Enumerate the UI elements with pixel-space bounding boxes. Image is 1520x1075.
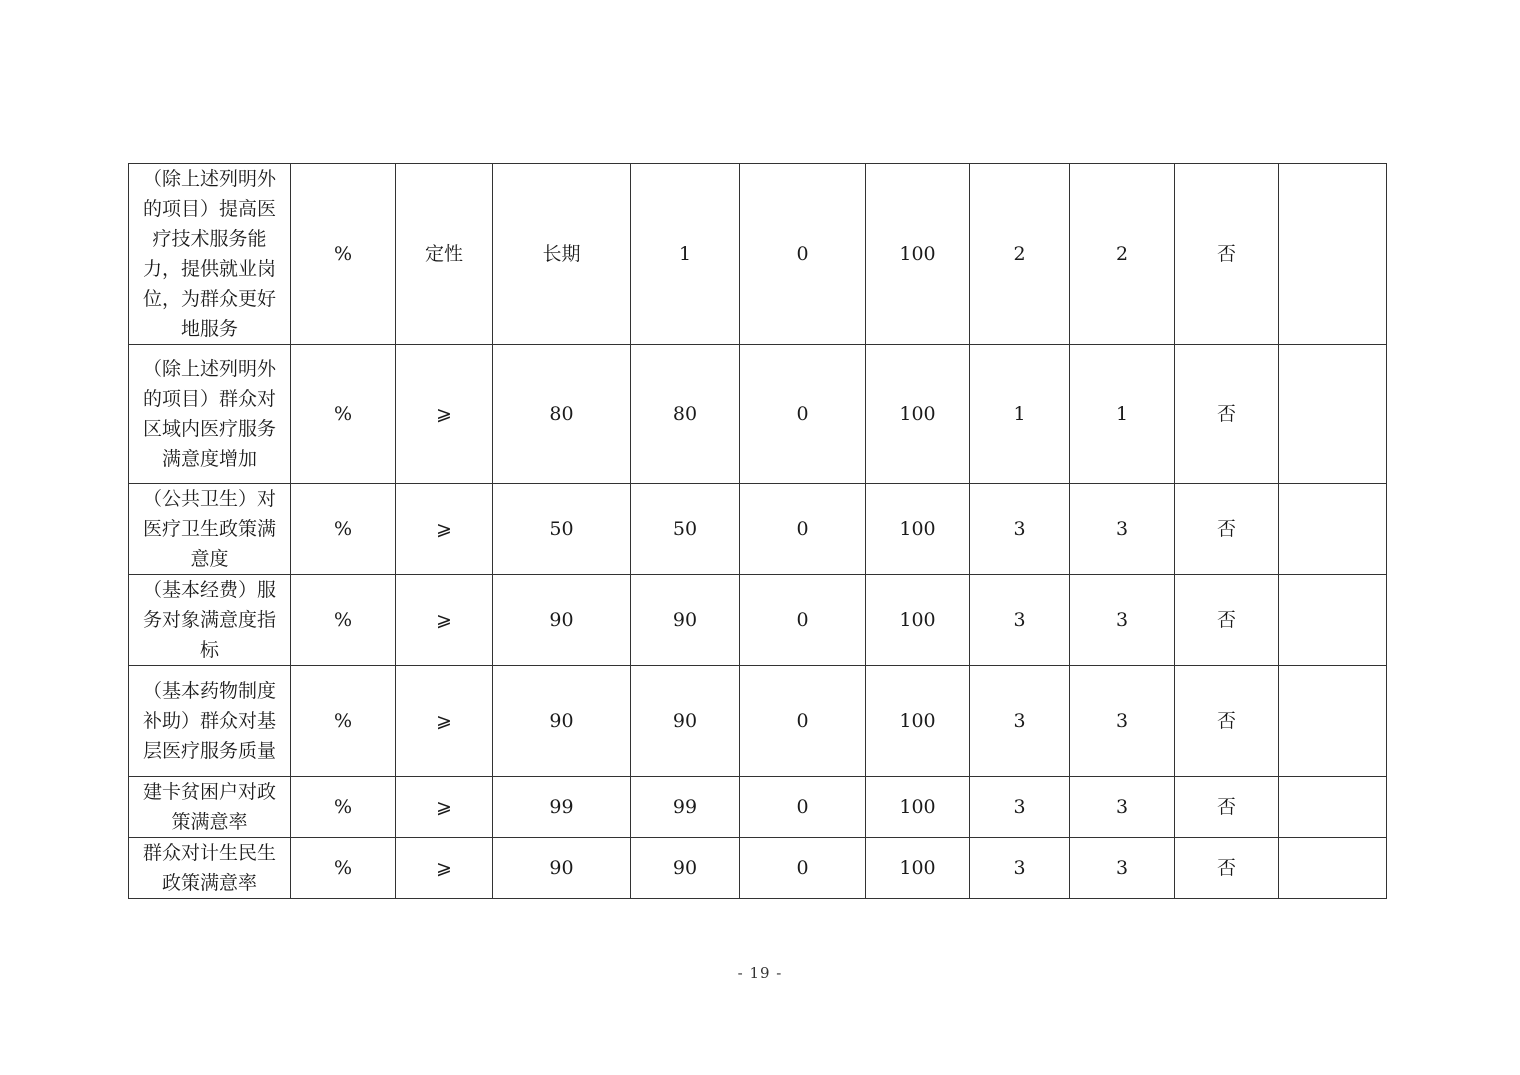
score-cell: 3 xyxy=(1070,777,1175,838)
weight-cell: 3 xyxy=(970,777,1070,838)
core-indicator-cell: 否 xyxy=(1175,777,1279,838)
actual-value-cell: 99 xyxy=(631,777,740,838)
note-cell xyxy=(1279,484,1387,575)
weight-cell: 2 xyxy=(970,164,1070,345)
min-value-cell: 0 xyxy=(740,666,866,777)
min-value-cell: 0 xyxy=(740,484,866,575)
indicator-name-cell: （公共卫生）对医疗卫生政策满意度 xyxy=(129,484,291,575)
indicator-type-cell: ⩾ xyxy=(396,838,493,899)
indicator-name-cell: 群众对计生民生政策满意率 xyxy=(129,838,291,899)
core-indicator-cell: 否 xyxy=(1175,345,1279,484)
target-value-cell: 长期 xyxy=(493,164,631,345)
unit-cell: % xyxy=(291,575,396,666)
score-cell: 3 xyxy=(1070,575,1175,666)
unit-cell: % xyxy=(291,777,396,838)
target-value-cell: 90 xyxy=(493,838,631,899)
unit-cell: % xyxy=(291,484,396,575)
score-cell: 1 xyxy=(1070,345,1175,484)
table-row xyxy=(129,838,1387,899)
core-indicator-cell: 否 xyxy=(1175,164,1279,345)
note-cell xyxy=(1279,164,1387,345)
table-row xyxy=(129,164,1387,345)
note-cell xyxy=(1279,575,1387,666)
target-value-cell: 90 xyxy=(493,575,631,666)
core-indicator-cell: 否 xyxy=(1175,484,1279,575)
max-value-cell: 100 xyxy=(866,666,970,777)
performance-indicator-table xyxy=(128,163,1387,899)
target-value-cell: 80 xyxy=(493,345,631,484)
unit-cell: % xyxy=(291,666,396,777)
weight-cell: 1 xyxy=(970,345,1070,484)
unit-cell: % xyxy=(291,164,396,345)
target-value-cell: 50 xyxy=(493,484,631,575)
actual-value-cell: 90 xyxy=(631,666,740,777)
min-value-cell: 0 xyxy=(740,777,866,838)
table-row xyxy=(129,484,1387,575)
note-cell xyxy=(1279,777,1387,838)
indicator-name-cell: （除上述列明外的项目）提高医疗技术服务能力，提供就业岗位，为群众更好地服务 xyxy=(129,164,291,345)
weight-cell: 3 xyxy=(970,838,1070,899)
table-row xyxy=(129,345,1387,484)
weight-cell: 3 xyxy=(970,666,1070,777)
score-cell: 2 xyxy=(1070,164,1175,345)
actual-value-cell: 90 xyxy=(631,838,740,899)
unit-cell: % xyxy=(291,345,396,484)
indicator-type-cell: ⩾ xyxy=(396,484,493,575)
actual-value-cell: 50 xyxy=(631,484,740,575)
min-value-cell: 0 xyxy=(740,345,866,484)
core-indicator-cell: 否 xyxy=(1175,838,1279,899)
table-row xyxy=(129,777,1387,838)
indicator-type-cell: 定性 xyxy=(396,164,493,345)
max-value-cell: 100 xyxy=(866,484,970,575)
indicator-name-cell: （基本药物制度补助）群众对基层医疗服务质量 xyxy=(129,666,291,777)
indicator-type-cell: ⩾ xyxy=(396,777,493,838)
note-cell xyxy=(1279,666,1387,777)
max-value-cell: 100 xyxy=(866,164,970,345)
actual-value-cell: 80 xyxy=(631,345,740,484)
indicator-name-cell: 建卡贫困户对政策满意率 xyxy=(129,777,291,838)
max-value-cell: 100 xyxy=(866,838,970,899)
actual-value-cell: 90 xyxy=(631,575,740,666)
score-cell: 3 xyxy=(1070,838,1175,899)
note-cell xyxy=(1279,838,1387,899)
core-indicator-cell: 否 xyxy=(1175,666,1279,777)
target-value-cell: 90 xyxy=(493,666,631,777)
page-number: - 19 - xyxy=(737,964,783,982)
table-row xyxy=(129,666,1387,777)
min-value-cell: 0 xyxy=(740,575,866,666)
score-cell: 3 xyxy=(1070,666,1175,777)
actual-value-cell: 1 xyxy=(631,164,740,345)
max-value-cell: 100 xyxy=(866,777,970,838)
max-value-cell: 100 xyxy=(866,575,970,666)
table-row xyxy=(129,575,1387,666)
indicator-name-cell: （除上述列明外的项目）群众对区域内医疗服务满意度增加 xyxy=(129,345,291,484)
target-value-cell: 99 xyxy=(493,777,631,838)
note-cell xyxy=(1279,345,1387,484)
min-value-cell: 0 xyxy=(740,838,866,899)
indicator-type-cell: ⩾ xyxy=(396,345,493,484)
indicator-type-cell: ⩾ xyxy=(396,666,493,777)
weight-cell: 3 xyxy=(970,575,1070,666)
indicator-type-cell: ⩾ xyxy=(396,575,493,666)
indicator-name-cell: （基本经费）服务对象满意度指标 xyxy=(129,575,291,666)
unit-cell: % xyxy=(291,838,396,899)
core-indicator-cell: 否 xyxy=(1175,575,1279,666)
score-cell: 3 xyxy=(1070,484,1175,575)
weight-cell: 3 xyxy=(970,484,1070,575)
max-value-cell: 100 xyxy=(866,345,970,484)
min-value-cell: 0 xyxy=(740,164,866,345)
